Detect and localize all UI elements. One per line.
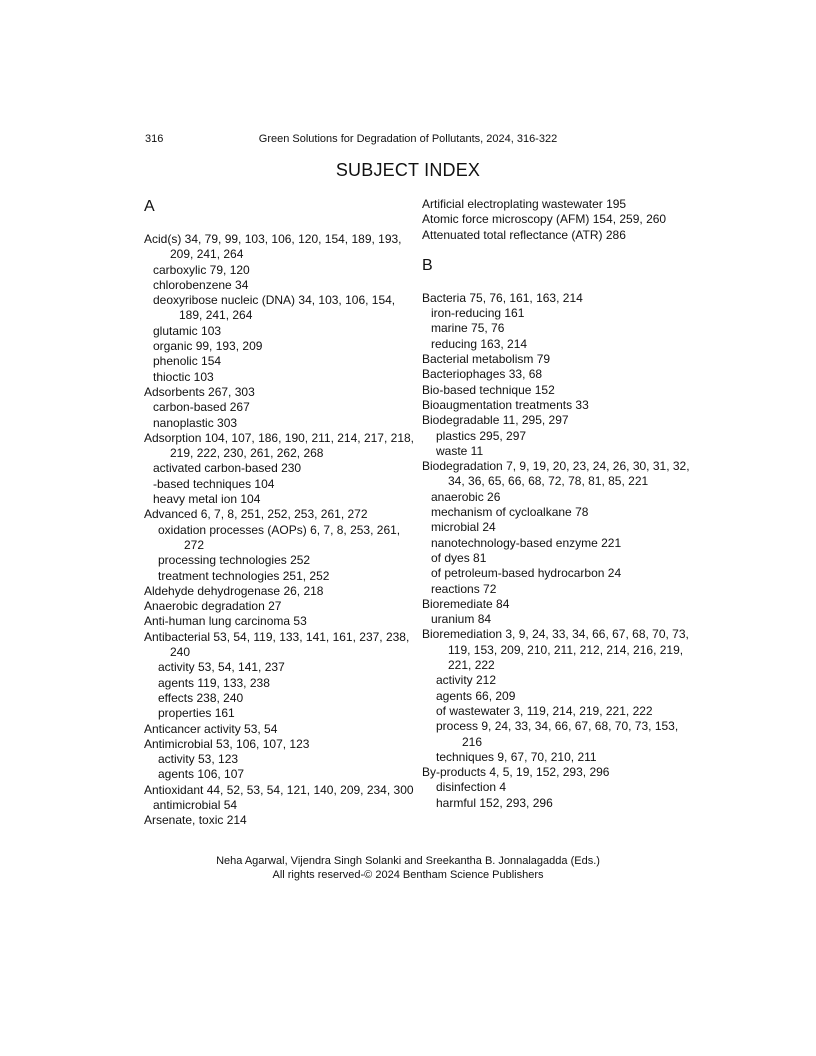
index-subentry: activity 53, 123 (158, 752, 239, 767)
footer-editors: Neha Agarwal, Vijendra Singh Solanki and Sreekantha B. Jonnalagadda (Eds.) (216, 855, 600, 867)
index-entries-b (422, 291, 692, 811)
section-letter-b: B (422, 256, 433, 274)
index-subentry: organic 99, 193, 209 (153, 339, 263, 354)
index-subentry: of dyes 81 (431, 550, 487, 565)
index-subentry: nanoplastic 303 (153, 415, 238, 430)
index-subentry: -based techniques 104 (153, 476, 275, 491)
index-subentry: disinfection 4 (436, 780, 507, 795)
index-subentry: activated carbon-based 230 (153, 461, 302, 476)
index-entry: Anti-human lung carcinoma 53 (144, 614, 307, 629)
index-column-left (144, 195, 414, 829)
running-title-text: Green Solutions for Degradation of Pollutants, 2024, 316-322 (258, 133, 558, 145)
index-entry: Advanced 6, 7, 8, 251, 252, 253, 261, 272 (144, 507, 368, 522)
index-subentry: marine 75, 76 (431, 321, 505, 336)
index-entry: Bacterial metabolism 79 (422, 352, 551, 367)
page-title: SUBJECT INDEX (335, 160, 481, 180)
index-subentry: mechanism of cycloalkane 78 (431, 505, 589, 520)
index-entry: Adsorbents 267, 303 (144, 384, 255, 399)
index-subentry: iron-reducing 161 (431, 306, 525, 321)
index-subentry: plastics 295, 297 (436, 428, 527, 443)
index-subentry: uranium 84 (431, 612, 492, 627)
section-letter-a: A (144, 198, 155, 215)
index-entry: Artificial electroplating wastewater 195 (422, 197, 627, 211)
index-entry: Anticancer activity 53, 54 (144, 721, 278, 736)
index-subentry: reducing 163, 214 (431, 336, 528, 351)
index-entry: Antioxidant 44, 52, 53, 54, 121, 140, 209, 234, 300 (144, 782, 414, 797)
index-subentry: techniques 9, 67, 70, 210, 211 (436, 749, 597, 764)
index-subentry: chlorobenzene 34 (153, 277, 249, 292)
index-entry: Biodegradable 11, 295, 297 (422, 413, 569, 428)
index-entry: Anaerobic degradation 27 (144, 599, 282, 614)
index-subentry: waste 11 (436, 443, 484, 458)
index-subentry: process 9, 24, 33, 34, 66, 67, 68, 70, 73, 153, 216 (436, 719, 679, 749)
index-subentry: activity 212 (436, 673, 497, 688)
index-column-right (422, 197, 692, 811)
index-entry: Bio-based technique 152 (422, 382, 555, 397)
footer (0, 854, 816, 882)
index-subentry: phenolic 154 (153, 354, 222, 369)
index-subentry: agents 106, 107 (158, 767, 245, 782)
index-entries-a-continued (422, 197, 692, 243)
index-subentry: properties 161 (158, 706, 235, 721)
index-entry: Bacteria 75, 76, 161, 163, 214 (422, 290, 583, 305)
index-entry: Bioaugmentation treatments 33 (422, 397, 589, 412)
index-subentry: of petroleum-based hydrocarbon 24 (431, 566, 622, 581)
index-subentry: thioctic 103 (153, 369, 214, 384)
index-entry: Bioremediation 3, 9, 24, 33, 34, 66, 67, 68, 70, 73, 119, 153, 209, 210, 211, 212, 214, 216, 219, 221, 222 (422, 627, 689, 673)
index-subentry: of wastewater 3, 119, 214, 219, 221, 222 (436, 703, 653, 718)
index-entry: Arsenate, toxic 214 (144, 813, 247, 828)
index-entry: Bioremediate 84 (422, 596, 510, 611)
index-subentry: carbon-based 267 (153, 400, 250, 415)
index-entry: Antibacterial 53, 54, 119, 133, 141, 161, 237, 238, 240 (144, 629, 410, 660)
index-subentry: oxidation processes (AOPs) 6, 7, 8, 253, 261, 272 (158, 522, 401, 552)
index-subentry: reactions 72 (431, 581, 497, 596)
index-entry: Acid(s) 34, 79, 99, 103, 106, 120, 154, 189, 193, 209, 241, 264 (144, 232, 402, 262)
index-subentry: activity 53, 54, 141, 237 (158, 660, 285, 675)
index-subentry: deoxyribose nucleic (DNA) 34, 103, 106, 154, 189, 241, 264 (153, 293, 396, 323)
index-entries-a (144, 232, 414, 829)
index-subentry: processing technologies 252 (158, 553, 311, 568)
index-entry: Aldehyde dehydrogenase 26, 218 (144, 583, 324, 598)
index-subentry: agents 66, 209 (436, 688, 516, 703)
page-number: 316 (145, 133, 164, 145)
index-entry: Biodegradation 7, 9, 19, 20, 23, 24, 26, 30, 31, 32, 34, 36, 65, 66, 68, 72, 78, 81, 85, 221 (422, 459, 690, 489)
index-subentry: anaerobic 26 (431, 489, 501, 504)
index-subentry: glutamic 103 (153, 323, 222, 338)
index-entry: Attenuated total reflectance (ATR) 286 (422, 227, 626, 242)
index-subentry: harmful 152, 293, 296 (436, 795, 553, 810)
index-entry: Antimicrobial 53, 106, 107, 123 (144, 736, 310, 751)
index-entry: Bacteriophages 33, 68 (422, 367, 543, 382)
index-entry: Adsorption 104, 107, 186, 190, 211, 214, 217, 218, 219, 222, 230, 261, 262, 268 (144, 430, 414, 461)
index-entry: Atomic force microscopy (AFM) 154, 259, 260 (422, 212, 667, 227)
index-subentry: treatment technologies 251, 252 (158, 568, 330, 583)
index-entry: By-products 4, 5, 19, 152, 293, 296 (422, 765, 610, 780)
index-subentry: agents 119, 133, 238 (158, 675, 270, 690)
index-subentry: microbial 24 (431, 520, 496, 535)
index-subentry: nanotechnology-based enzyme 221 (431, 535, 622, 550)
index-subentry: antimicrobial 54 (153, 797, 238, 812)
running-title (0, 133, 816, 145)
index-subentry: carboxylic 79, 120 (153, 262, 250, 277)
footer-copyright: All rights reserved-© 2024 Bentham Science Publishers (272, 869, 544, 881)
index-subentry: effects 238, 240 (158, 690, 244, 705)
index-subentry: heavy metal ion 104 (153, 492, 261, 507)
